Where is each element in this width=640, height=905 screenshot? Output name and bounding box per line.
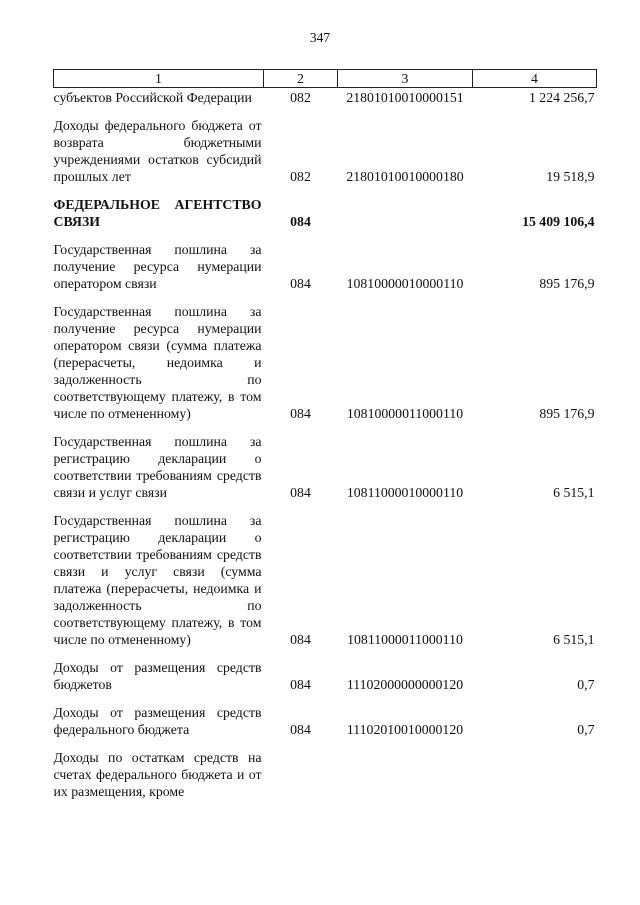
row-amount: 0,7 [577, 722, 595, 737]
table-row [54, 738, 597, 800]
row-name: Государственная пошлина за регистрацию декларации о соответствии требованиям средств связи и услуг связи [53, 434, 262, 500]
row-name: субъектов Российской Федерации [53, 90, 252, 105]
row-name: Государственная пошлина за получение ресурса нумерации оператором связи [53, 242, 262, 291]
row-budget-code: 11102000000000120 [346, 677, 464, 692]
row-name: Доходы от размещения средств федерального бюджета [53, 705, 262, 737]
table-row [54, 501, 597, 648]
column-header-4: 4 [473, 70, 597, 88]
row-amount: 1 224 256,7 [528, 90, 595, 105]
row-name: Государственная пошлина за получение ресурса нумерации оператором связи (сумма платежа (перерасчеты, недоимка и задолженность по соответствующему платежу, в том числе по отмененному) [53, 304, 262, 421]
row-admin-code: 084 [290, 677, 311, 692]
row-admin-code: 084 [290, 722, 311, 737]
row-budget-code [338, 185, 473, 230]
column-header-3: 3 [338, 70, 473, 88]
table-row-agency [54, 185, 597, 230]
row-budget-code [338, 738, 473, 800]
row-name: Доходы федерального бюджета от возврата бюджетными учреждениями остатков субсидий прошлых лет [53, 118, 262, 184]
row-amount: 6 515,1 [553, 632, 595, 647]
row-budget-code: 11102010010000120 [346, 722, 464, 737]
page-number: 347 [309, 30, 331, 45]
row-budget-code: 10810000010000110 [346, 276, 464, 291]
row-budget-code: 21801010010000180 [346, 169, 464, 184]
row-budget-code: 21801010010000151 [346, 90, 464, 105]
table-row [54, 88, 597, 107]
row-admin-code: 084 [290, 276, 311, 291]
row-budget-code: 10810000011000110 [346, 406, 464, 421]
row-amount: 895 176,9 [539, 276, 595, 291]
row-admin-code: 084 [290, 485, 311, 500]
row-admin-code: 082 [290, 169, 311, 184]
table-row [54, 648, 597, 693]
row-name: Государственная пошлина за регистрацию декларации о соответствии требованиям средств связи и услуг связи (сумма платежа (перерасчеты, недоимка и задолженность по соответствующему платежу, в том числе по отмененному) [53, 513, 262, 647]
row-amount: 19 518,9 [546, 169, 595, 184]
row-budget-code: 10811000011000110 [347, 632, 463, 647]
row-amount: 0,7 [577, 677, 595, 692]
row-admin-code: 082 [290, 90, 311, 105]
row-amount [473, 738, 597, 800]
table-row [54, 230, 597, 292]
row-admin-code [264, 738, 338, 800]
revenue-table [53, 69, 597, 800]
row-admin-code: 084 [290, 632, 311, 647]
agency-name: ФЕДЕРАЛЬНОЕ АГЕНТСТВО СВЯЗИ [53, 197, 262, 229]
row-name: Доходы от размещения средств бюджетов [53, 660, 262, 692]
column-header-1: 1 [54, 70, 264, 88]
row-admin-code: 084 [290, 406, 311, 421]
table-row [54, 292, 597, 422]
table-header-row [54, 70, 597, 88]
row-budget-code: 10811000010000110 [346, 485, 464, 500]
row-name: Доходы по остаткам средств на счетах федерального бюджета и от их размещения, кроме [53, 750, 262, 799]
column-header-2: 2 [264, 70, 338, 88]
table-row [54, 693, 597, 738]
agency-total-amount: 15 409 106,4 [522, 214, 595, 229]
table-row [54, 422, 597, 501]
row-admin-code: 084 [290, 214, 311, 229]
row-amount: 895 176,9 [539, 406, 595, 421]
table-row [54, 106, 597, 185]
row-amount: 6 515,1 [553, 485, 595, 500]
